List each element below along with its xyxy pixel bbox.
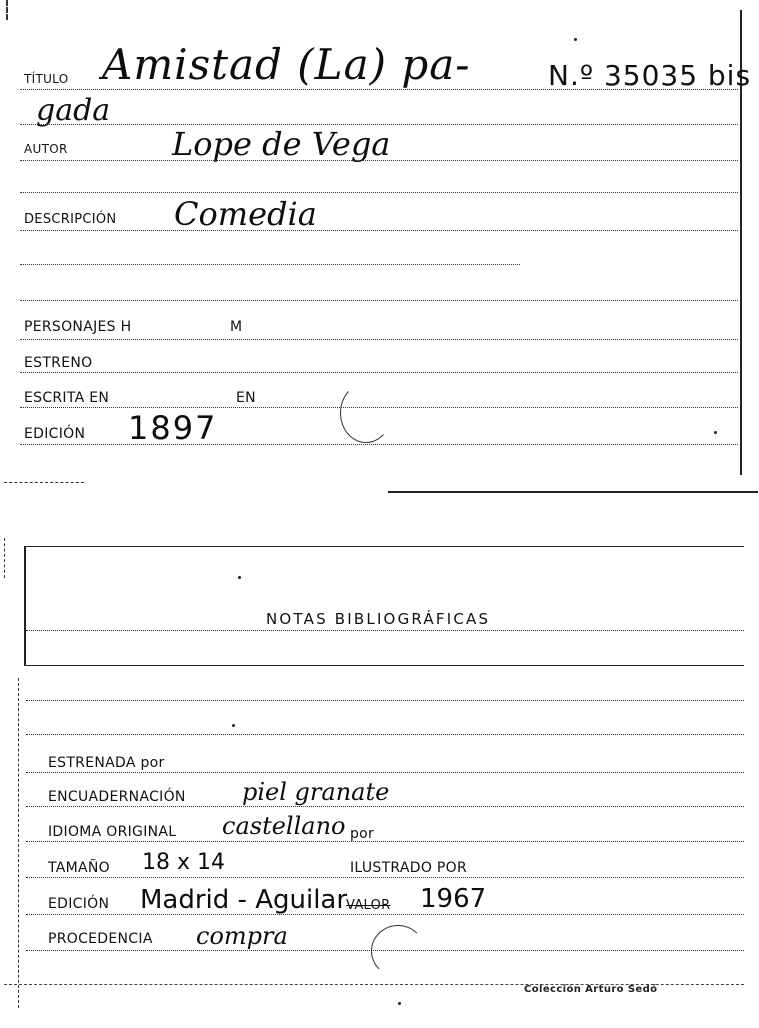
- top-card-bottom-dashes: [4, 482, 84, 483]
- descripcion-rule: [20, 230, 738, 231]
- edicion-label: EDICIÓN: [24, 426, 86, 442]
- catalog-card-bottom: [0, 538, 759, 1028]
- escrita-en-label: EN: [236, 390, 256, 406]
- edicion-bottom-value: Madrid - Aguilar: [140, 885, 348, 915]
- titulo-rule: [20, 89, 738, 90]
- escrita-label: ESCRITA EN: [24, 390, 110, 406]
- speck: [232, 724, 235, 727]
- personajes-label: PERSONAJES H: [24, 319, 132, 335]
- blank-rule-2: [26, 734, 744, 735]
- estrenada-label: ESTRENADA por: [48, 755, 165, 771]
- speck: [574, 38, 577, 41]
- heading-rule: [26, 630, 744, 631]
- idioma-rule: [26, 841, 744, 842]
- descripcion-value: Comedia: [174, 195, 317, 233]
- paper-blot: [371, 925, 425, 977]
- encuadernacion-rule: [26, 806, 744, 807]
- card-left-border: [24, 546, 26, 666]
- idioma-por-label: por: [350, 826, 375, 842]
- autor-rule: [20, 160, 738, 161]
- idioma-label: IDIOMA ORIGINAL: [48, 824, 177, 840]
- titulo-value: Amistad (La) pa-: [102, 40, 471, 89]
- personajes-rule: [20, 339, 738, 340]
- edicion-bottom-rule: [26, 914, 744, 915]
- card-left-edge: [6, 0, 8, 20]
- card-outer-left-edge: [4, 538, 5, 578]
- paper-blot: [340, 383, 392, 443]
- speck: [398, 1002, 401, 1005]
- blank-rule-1: [26, 700, 744, 701]
- heading-rule-2: [26, 665, 744, 666]
- estreno-label: ESTRENO: [24, 355, 93, 371]
- tamano-label: TAMAÑO: [48, 860, 110, 876]
- encuadernacion-label: ENCUADERNACIÓN: [48, 789, 186, 805]
- edicion-bottom-label: EDICIÓN: [48, 896, 110, 912]
- speck: [714, 431, 717, 434]
- card-left-border-lower: [18, 678, 19, 1008]
- descripcion-rule-2: [20, 264, 520, 265]
- estrenada-rule: [26, 772, 744, 773]
- ilustrado-label: ILUSTRADO POR: [350, 860, 467, 876]
- procedencia-value: compra: [196, 922, 288, 950]
- edicion-value: 1897: [128, 409, 218, 447]
- procedencia-label: PROCEDENCIA: [48, 931, 153, 947]
- estreno-rule: [20, 372, 738, 373]
- speck: [238, 576, 241, 579]
- encuadernacion-value: piel granate: [242, 778, 390, 806]
- top-card-bottom-edge: [388, 491, 758, 493]
- personajes-m-label: M: [230, 319, 243, 335]
- tamano-rule: [26, 877, 744, 878]
- titulo-value-continued: gada: [36, 93, 111, 128]
- autor-rule-2: [20, 192, 738, 193]
- autor-value: Lope de Vega: [172, 125, 391, 163]
- valor-value: 1967: [420, 884, 487, 914]
- edicion-rule: [20, 444, 738, 445]
- coleccion-stamp: Colección Arturo Sedó: [524, 984, 658, 995]
- titulo-label: TÍTULO: [24, 72, 69, 86]
- tamano-value: 18 x 14: [142, 850, 225, 875]
- autor-label: AUTOR: [24, 142, 68, 156]
- notas-heading: NOTAS BIBLIOGRÁFICAS: [266, 610, 491, 628]
- registro-label: N.º 35035 bis: [548, 59, 752, 92]
- valor-label: VALOR: [346, 898, 391, 913]
- idioma-value: castellano: [222, 812, 346, 840]
- descripcion-label: DESCRIPCIÓN: [24, 212, 117, 227]
- bottom-card-top-edge: [24, 546, 744, 547]
- descripcion-rule-3: [20, 300, 738, 301]
- catalog-card-top: [0, 0, 759, 500]
